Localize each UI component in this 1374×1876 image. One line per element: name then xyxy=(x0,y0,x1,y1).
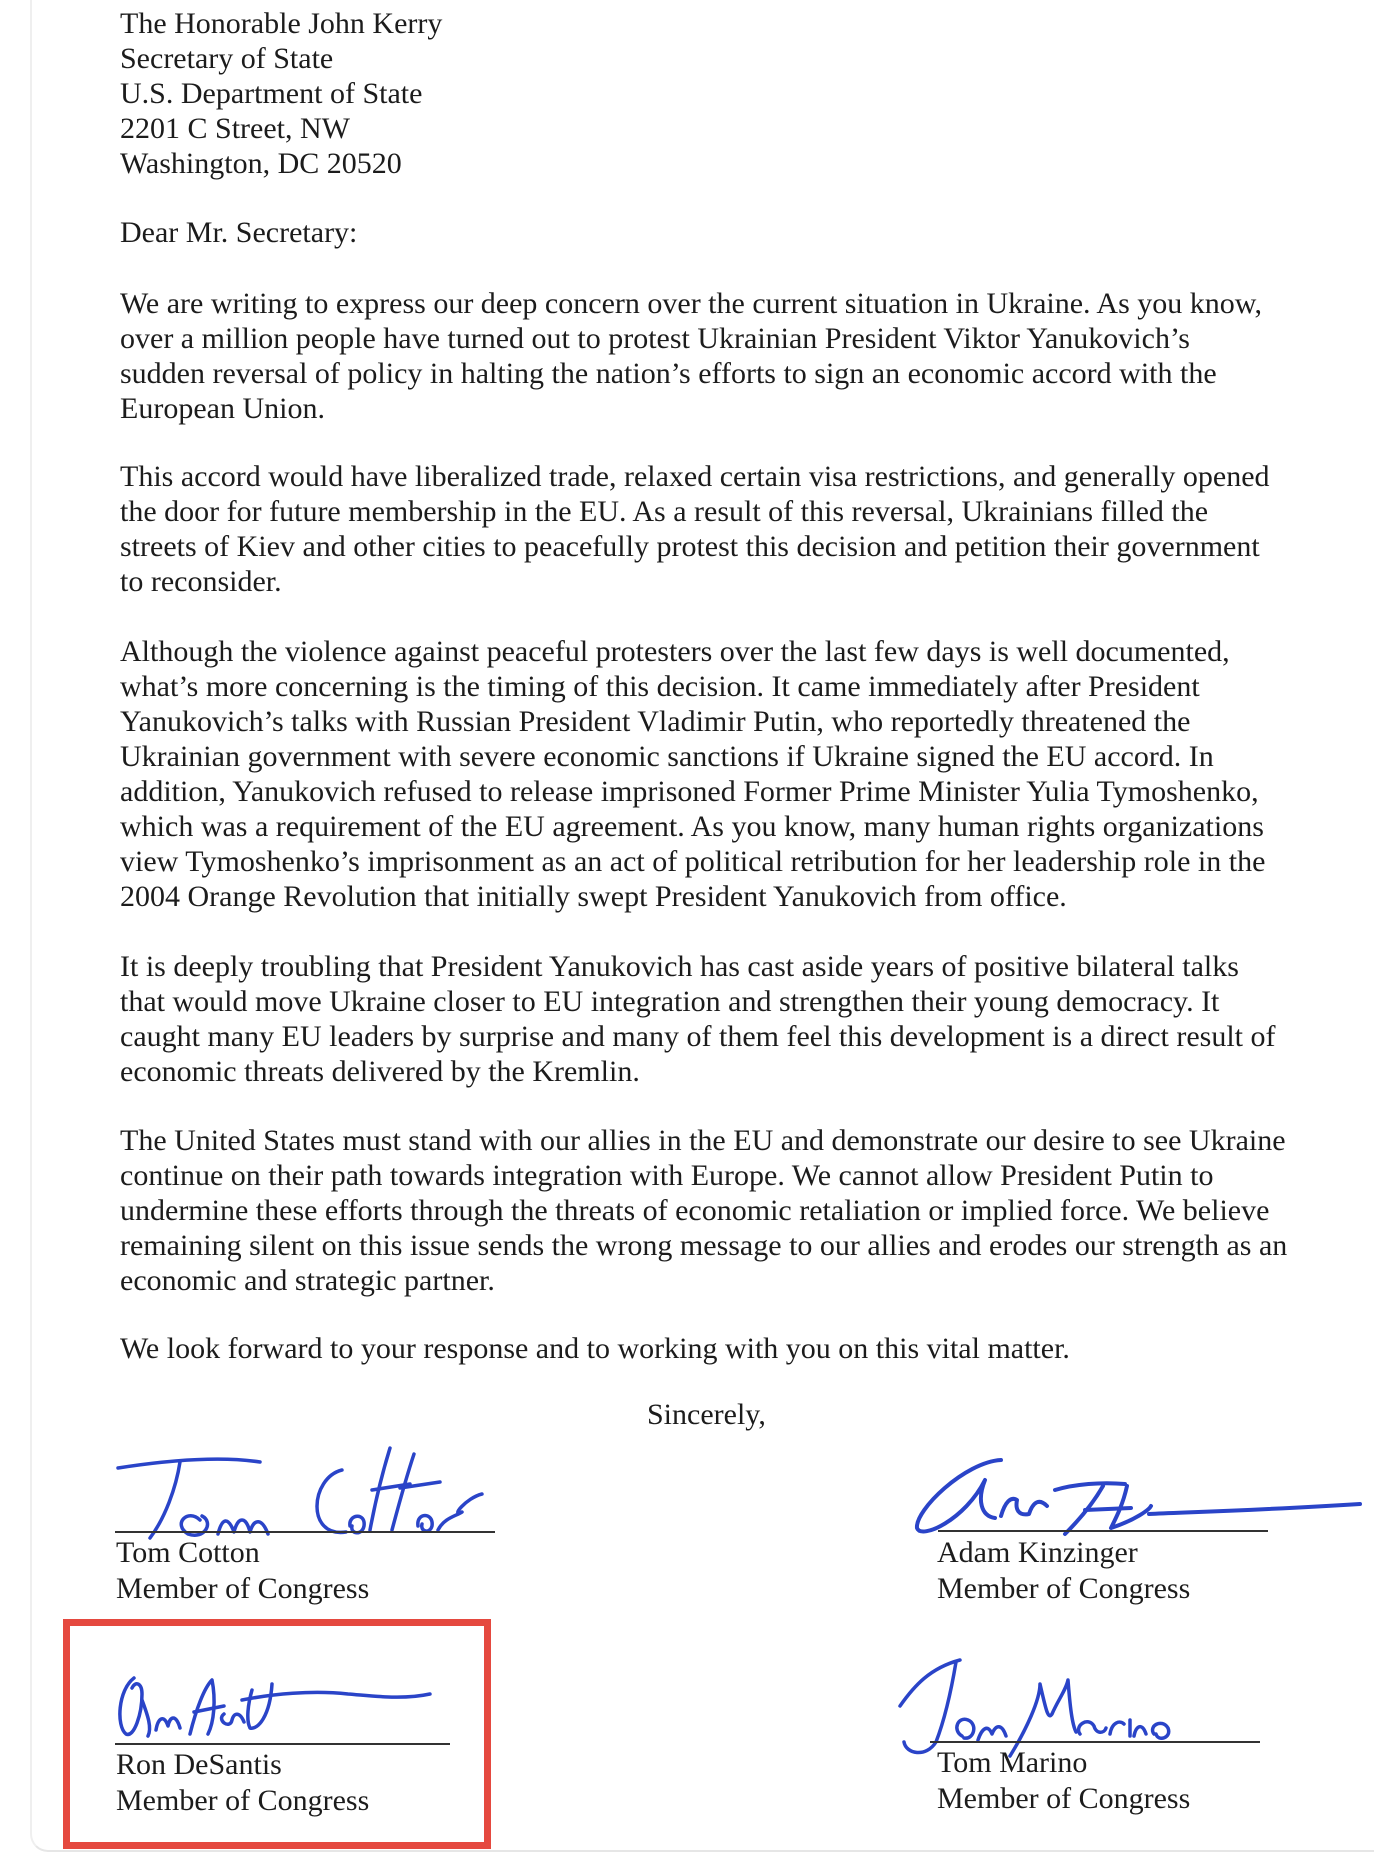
signatory-tom-marino xyxy=(937,1745,1190,1817)
signature-line xyxy=(115,1531,495,1533)
paragraph-line: Although the violence against peaceful protesters over the last few days is well documented, xyxy=(120,635,1230,668)
signatory-tom-cotton xyxy=(116,1535,369,1607)
paragraph-line: economic threats delivered by the Kremlin. xyxy=(120,1055,640,1088)
signatory-adam-kinzinger xyxy=(937,1535,1190,1607)
signatory-ron-desantis xyxy=(116,1747,369,1819)
paragraph-line: This accord would have liberalized trade, relaxed certain visa restrictions, and generally opened xyxy=(120,460,1270,493)
address-line: Washington, DC 20520 xyxy=(120,147,402,180)
paragraph-line: addition, Yanukovich refused to release imprisoned Former Prime Minister Yulia Tymoshenko, xyxy=(120,775,1259,808)
paragraph-line: continue on their path towards integration with Europe. We cannot allow President Putin to xyxy=(120,1159,1214,1192)
signatory-name: Tom Cotton xyxy=(116,1536,260,1569)
signatory-name: Ron DeSantis xyxy=(116,1748,282,1781)
signatory-name: Adam Kinzinger xyxy=(937,1536,1138,1569)
paragraph-4 xyxy=(120,949,1300,1089)
signatory-name: Tom Marino xyxy=(937,1746,1088,1779)
paragraph-line: which was a requirement of the EU agreement. As you know, many human rights organizations xyxy=(120,810,1264,843)
signature-adam-kinzinger xyxy=(905,1450,1365,1540)
paragraph-line: caught many EU leaders by surprise and many of them feel this development is a direct result of xyxy=(120,1020,1276,1053)
signature-ron-desantis xyxy=(112,1664,432,1744)
address-line: The Honorable John Kerry xyxy=(120,7,443,40)
paragraph-line: The United States must stand with our allies in the EU and demonstrate our desire to see Ukraine xyxy=(120,1124,1286,1157)
paragraph-line: that would move Ukraine closer to EU integration and strengthen their young democracy. It xyxy=(120,985,1220,1018)
paragraph-line: sudden reversal of policy in halting the nation’s efforts to sign an economic accord with the xyxy=(120,357,1217,390)
paragraph-5 xyxy=(120,1123,1300,1298)
paragraph-line: Yanukovich’s talks with Russian President Vladimir Putin, who reportedly threatened the xyxy=(120,705,1191,738)
paragraph-1 xyxy=(120,286,1300,426)
paragraph-line: to reconsider. xyxy=(120,565,282,598)
paragraph-line: the door for future membership in the EU. As a result of this reversal, Ukrainians filled the xyxy=(120,495,1209,528)
paragraph-line: European Union. xyxy=(120,392,325,425)
paragraph-line: streets of Kiev and other cities to peacefully protest this decision and petition their government xyxy=(120,530,1260,563)
paragraph-line: undermine these efforts through the threats of economic retaliation or implied force. We believe xyxy=(120,1194,1270,1227)
recipient-address xyxy=(120,6,442,181)
paragraph-line: It is deeply troubling that President Yanukovich has cast aside years of positive bilateral talks xyxy=(120,950,1239,983)
paragraph-line: view Tymoshenko’s imprisonment as an act of political retribution for her leadership role in the xyxy=(120,845,1266,878)
paragraph-line: We are writing to express our deep concern over the current situation in Ukraine. As you know, xyxy=(120,287,1262,320)
paragraph-3 xyxy=(120,634,1300,914)
paragraph-2 xyxy=(120,459,1300,599)
address-line: Secretary of State xyxy=(120,42,334,75)
paragraph-line: remaining silent on this issue sends the wrong message to our allies and erodes our strength as an xyxy=(120,1229,1288,1262)
signatory-title: Member of Congress xyxy=(937,1572,1191,1605)
signatory-title: Member of Congress xyxy=(937,1782,1191,1815)
salutation: Dear Mr. Secretary: xyxy=(120,216,358,249)
address-line: U.S. Department of State xyxy=(120,77,423,110)
paragraph-6 xyxy=(120,1331,1300,1366)
signature-tom-cotton xyxy=(110,1438,490,1546)
paragraph-line: We look forward to your response and to working with you on this vital matter. xyxy=(120,1332,1070,1365)
paragraph-line: Ukrainian government with severe economic sanctions if Ukraine signed the EU accord. In xyxy=(120,740,1214,773)
paragraph-line: over a million people have turned out to protest Ukrainian President Viktor Yanukovich’s xyxy=(120,322,1190,355)
closing: Sincerely, xyxy=(647,1398,766,1431)
signature-line xyxy=(930,1741,1260,1743)
signature-line xyxy=(115,1743,450,1745)
address-line: 2201 C Street, NW xyxy=(120,112,350,145)
signatory-title: Member of Congress xyxy=(116,1572,370,1605)
signatory-title: Member of Congress xyxy=(116,1784,370,1817)
paragraph-line: what’s more concerning is the timing of this decision. It came immediately after President xyxy=(120,670,1200,703)
signature-line xyxy=(938,1530,1268,1532)
paragraph-line: economic and strategic partner. xyxy=(120,1264,495,1297)
paragraph-line: 2004 Orange Revolution that initially swept President Yanukovich from office. xyxy=(120,880,1067,913)
